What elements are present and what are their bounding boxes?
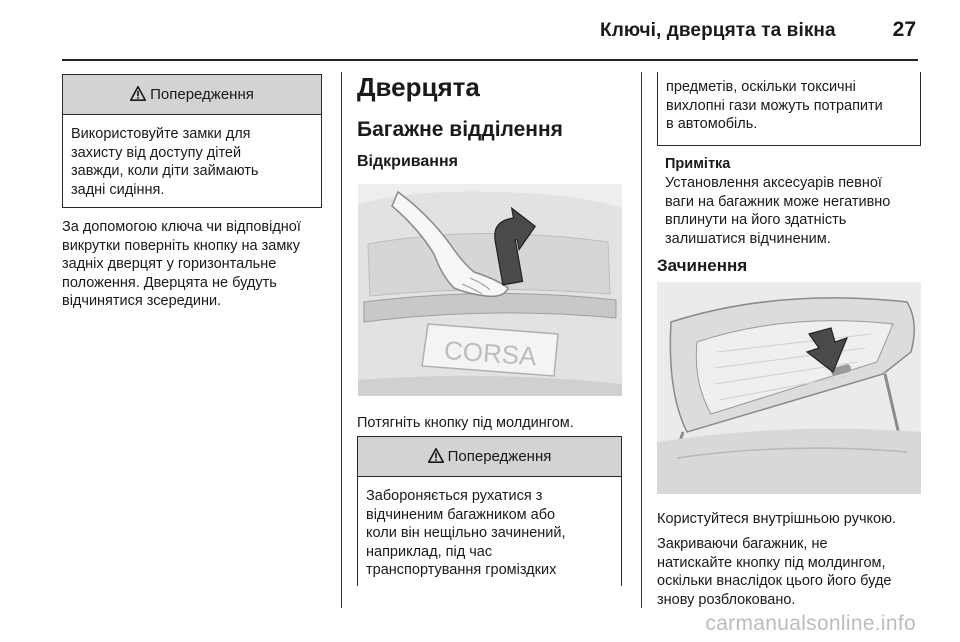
note-text — [665, 174, 925, 248]
warning-line: захисту від доступу дітей — [71, 144, 242, 161]
warning-text — [358, 477, 621, 580]
paragraph-line: За допомогою ключа чи відповідної — [62, 219, 301, 235]
figure-close-trunk — [657, 282, 921, 494]
subsection-title-trunk: Багажне відділення — [357, 118, 563, 141]
trunk-open-illustration — [358, 184, 622, 396]
warning-triangle-icon — [130, 86, 146, 101]
warning-box-continued — [657, 72, 921, 146]
warning-line: вихлопні гази можуть потрапити — [666, 97, 883, 114]
paragraph-line: задніх дверцят у горизонтальне — [62, 256, 277, 272]
warning-line: коли він нещільно зачинений, — [366, 525, 566, 541]
page-header-title: Ключі, дверцята та вікна — [600, 20, 836, 41]
paragraph-line: знову розблоковано. — [657, 591, 796, 608]
warning-text — [658, 72, 920, 134]
note-line: ваги на багажник може негативно — [665, 193, 891, 210]
warning-line: відчиненим багажником або — [366, 506, 556, 523]
paragraph-line: відчинятися зсередини. — [62, 293, 222, 309]
note-heading: Примітка — [665, 156, 731, 172]
note-line: Установлення аксесуарів певної — [665, 175, 882, 191]
paragraph-line: положення. Дверцята не будуть — [62, 274, 277, 291]
warning-triangle-icon — [428, 448, 444, 463]
caption-close-trunk: Користуйтеся внутрішньою ручкою. — [657, 511, 896, 527]
warning-line: Забороняється рухатися з — [366, 488, 543, 504]
warning-box-locks — [62, 74, 322, 208]
heading-closing: Зачинення — [657, 256, 748, 275]
column-divider-1 — [341, 72, 342, 608]
paragraph-line: Закриваючи багажник, не — [657, 536, 828, 552]
warning-header — [63, 75, 321, 115]
warning-line: задні сидіння. — [71, 181, 165, 198]
header-rule — [62, 59, 918, 61]
warning-header — [358, 437, 621, 477]
section-title-doors: Дверцята — [357, 72, 480, 102]
closing-paragraph — [657, 535, 925, 609]
figure-open-trunk — [358, 184, 622, 396]
paragraph-line: оскільки внаслідок цього його буде — [657, 573, 892, 589]
warning-text — [63, 115, 321, 199]
page-number: 27 — [892, 18, 916, 41]
warning-heading: Попередження — [447, 448, 552, 465]
warning-box-driving — [357, 436, 622, 586]
trunk-close-illustration — [657, 282, 921, 494]
column-divider-2 — [641, 72, 642, 608]
paragraph-line: натискайте кнопку під молдингом, — [657, 554, 886, 571]
license-plate-text: CORSA — [443, 334, 538, 372]
note-line: вплинути на його здатність — [665, 212, 847, 228]
child-lock-paragraph — [62, 218, 337, 311]
warning-line: наприклад, під час — [366, 543, 493, 560]
warning-line: завжди, коли діти займають — [71, 163, 259, 179]
heading-opening: Відкривання — [357, 153, 458, 170]
warning-line: транспортування громіздких — [366, 562, 557, 578]
note-line: залишатися відчиненим. — [665, 230, 831, 247]
caption-open-trunk: Потягніть кнопку під молдингом. — [357, 415, 574, 431]
warning-heading: Попередження — [150, 86, 254, 103]
warning-line: предметів, оскільки токсичні — [666, 79, 856, 95]
warning-line: Використовуйте замки для — [71, 126, 251, 142]
site-watermark: carmanualsonline.info — [705, 612, 916, 635]
warning-line: в автомобіль. — [666, 116, 758, 132]
paragraph-line: викрутки поверніть кнопку на замку — [62, 237, 301, 254]
